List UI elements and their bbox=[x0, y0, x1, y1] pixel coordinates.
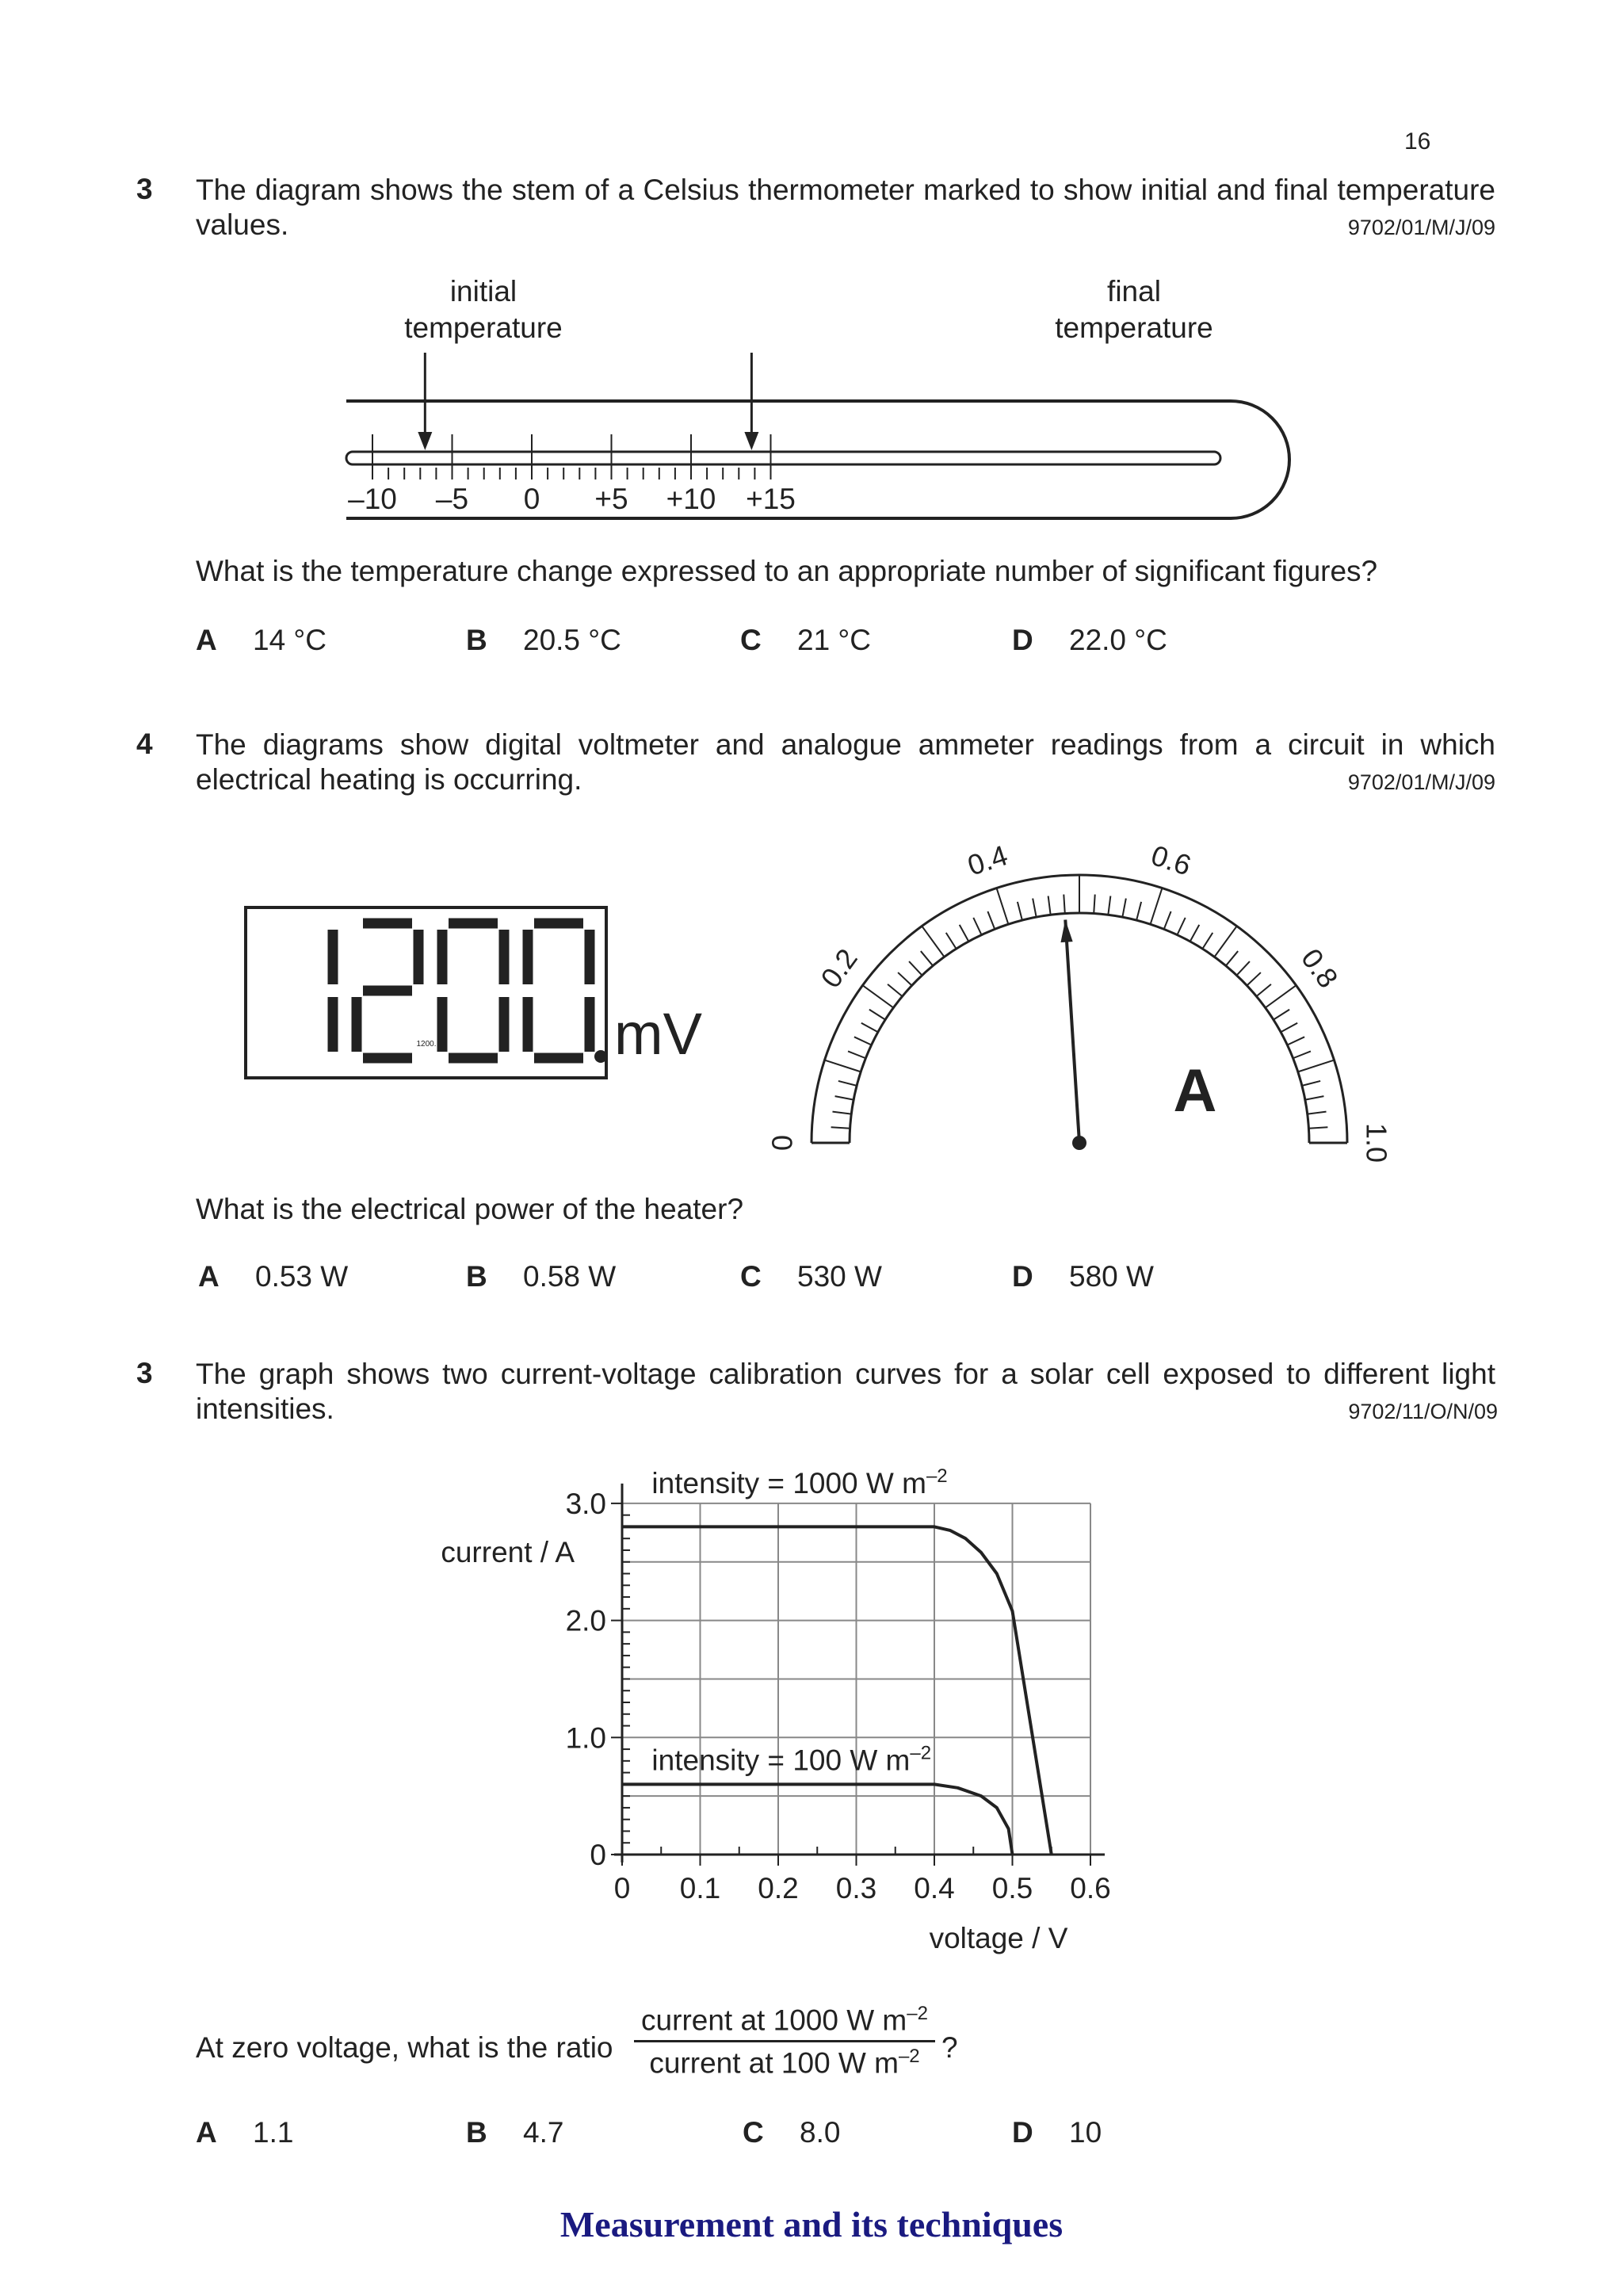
thermometer-scale-label: +10 bbox=[666, 483, 716, 515]
ammeter-tick bbox=[1214, 926, 1236, 957]
decimal-point bbox=[594, 1050, 607, 1063]
ammeter-tick bbox=[1151, 888, 1163, 925]
ammeter-tick bbox=[1177, 918, 1185, 935]
initial-temperature-label: initial temperature bbox=[404, 275, 563, 344]
ammeter-tick bbox=[1247, 972, 1260, 985]
ratio-question-lead: At zero voltage, what is the ratio bbox=[196, 2031, 613, 2064]
meters-diagram bbox=[0, 816, 1623, 1189]
series-label-1000: intensity = 1000 W $m^{-2}$ bbox=[651, 1465, 948, 1499]
seven-segment-digit bbox=[528, 923, 590, 1058]
ammeter-tick bbox=[960, 925, 969, 942]
ammeter-tick bbox=[946, 933, 957, 949]
ammeter-tick bbox=[854, 1037, 872, 1045]
ammeter-pivot bbox=[1072, 1136, 1086, 1150]
x-tick-label: 0.1 bbox=[679, 1872, 721, 1904]
ammeter-tick bbox=[838, 1081, 857, 1086]
ammeter-tick bbox=[1293, 1051, 1311, 1058]
question-prompt: What is the electrical power of the heater? bbox=[196, 1193, 744, 1225]
thermometer-scale-label: 0 bbox=[523, 483, 540, 515]
question-reference: 9702/11/O/N/09 bbox=[1348, 1400, 1498, 1423]
ammeter-scale-label: 1.0 bbox=[1360, 1122, 1393, 1163]
option-d[interactable]: D 580 W bbox=[1012, 1260, 1154, 1293]
x-tick-label: 0.3 bbox=[835, 1872, 877, 1904]
x-tick-label: 0.2 bbox=[758, 1872, 799, 1904]
page-footer-title: Measurement and its techniques bbox=[559, 2204, 1064, 2244]
ammeter-tick bbox=[973, 918, 981, 935]
option-c[interactable]: C 8.0 bbox=[743, 2116, 841, 2149]
ammeter-tick bbox=[1256, 984, 1270, 996]
ammeter-tick bbox=[1308, 1127, 1327, 1129]
y-tick-label: 2.0 bbox=[565, 1604, 606, 1637]
y-tick-label: 1.0 bbox=[565, 1721, 606, 1755]
ammeter-tick bbox=[1302, 1081, 1320, 1086]
option-d[interactable]: D 22.0 °C bbox=[1012, 624, 1167, 656]
ammeter-tick bbox=[869, 1010, 885, 1020]
ratio-question-mark: ? bbox=[941, 2031, 958, 2064]
option-b[interactable]: B 0.58 W bbox=[466, 1260, 617, 1293]
question-number: 3 bbox=[136, 173, 153, 205]
ammeter-tick bbox=[1202, 933, 1212, 949]
ammeter-tick bbox=[1226, 951, 1238, 965]
voltmeter-display bbox=[246, 907, 606, 1078]
voltmeter-reading: 1200. bbox=[416, 1040, 437, 1049]
ammeter-pointer bbox=[1060, 920, 1079, 1143]
ammeter-tick bbox=[1136, 902, 1141, 920]
final-temperature-label: final temperature bbox=[1055, 275, 1213, 344]
ammeter-tick bbox=[888, 984, 902, 996]
ammeter-tick bbox=[1094, 895, 1095, 914]
x-tick-label: 0.5 bbox=[991, 1872, 1033, 1904]
thermometer-scale-label: –5 bbox=[435, 483, 469, 515]
thermometer-capillary bbox=[346, 452, 1220, 464]
y-tick-label: 3.0 bbox=[565, 1487, 606, 1520]
y-axis-label: current / A bbox=[441, 1535, 575, 1568]
ammeter-tick bbox=[832, 1112, 851, 1114]
ammeter-tick bbox=[863, 985, 894, 1007]
option-a[interactable]: A 14 °C bbox=[196, 624, 327, 656]
ammeter-tick bbox=[1018, 902, 1022, 920]
voltmeter-unit: mV bbox=[614, 1001, 702, 1067]
ammeter-tick bbox=[1305, 1096, 1324, 1099]
option-c[interactable]: C 21 °C bbox=[740, 624, 871, 656]
ammeter-tick bbox=[1164, 911, 1171, 929]
series-label-100: intensity = 100 W $m^{-2}$ bbox=[651, 1742, 932, 1777]
option-a[interactable]: A 0.53 W bbox=[198, 1260, 349, 1293]
x-tick-label: 0.6 bbox=[1070, 1872, 1111, 1904]
question-reference: 9702/01/M/J/09 bbox=[1347, 216, 1495, 239]
ammeter-tick bbox=[1274, 1010, 1289, 1020]
ammeter-tick bbox=[997, 888, 1009, 925]
x-tick-label: 0.4 bbox=[914, 1872, 955, 1904]
ammeter-tick bbox=[909, 961, 922, 975]
ammeter-tick bbox=[835, 1096, 854, 1099]
ammeter-symbol: A bbox=[1173, 1057, 1217, 1125]
question-prompt: What is the temperature change expressed to an appropriate number of significant figures? bbox=[196, 555, 1378, 587]
page-number: 16 bbox=[1404, 128, 1431, 155]
thermometer-scale-label: +15 bbox=[746, 483, 796, 515]
ammeter-scale-label: 0.6 bbox=[1147, 839, 1196, 882]
ammeter-tick bbox=[1308, 1112, 1327, 1114]
question-number: 4 bbox=[136, 728, 153, 760]
option-b[interactable]: B 20.5 °C bbox=[466, 624, 621, 656]
ammeter-scale-label: 0.4 bbox=[963, 839, 1012, 882]
question-text: The diagrams show digital voltmeter and analogue ammeter readings from a circuit in which electrical heating is occurring. bbox=[196, 728, 1495, 796]
series-line-100 bbox=[622, 1784, 1013, 1855]
thermometer-scale-label: –10 bbox=[348, 483, 397, 515]
ammeter-tick bbox=[1266, 985, 1296, 1007]
option-a[interactable]: A 1.1 bbox=[196, 2116, 294, 2149]
ammeter-scale-label: 0 bbox=[766, 1134, 799, 1152]
question-text: The graph shows two current-voltage calibration curves for a solar cell exposed to different light intensities. bbox=[196, 1358, 1495, 1425]
ammeter-tick bbox=[861, 1023, 878, 1033]
ammeter-tick bbox=[1064, 895, 1065, 914]
ammeter-tick bbox=[987, 911, 995, 929]
ratio-fraction bbox=[634, 2003, 935, 2080]
question-text: The diagram shows the stem of a Celsius thermometer marked to show initial and final temperature values. bbox=[196, 174, 1495, 241]
ammeter-inner-arc bbox=[850, 913, 1309, 1143]
ratio-numerator: current at 1000 W $m^{-2}$ bbox=[641, 2003, 928, 2037]
ammeter-scale-label: 0.2 bbox=[814, 942, 864, 994]
voltmeter-digits bbox=[333, 923, 607, 1063]
seven-segment-digit bbox=[357, 923, 418, 1058]
ratio-denominator: current at 100 W $m^{-2}$ bbox=[649, 2046, 920, 2080]
series-line-1000 bbox=[622, 1526, 1052, 1855]
x-tick-label: 0 bbox=[613, 1872, 631, 1904]
question-number: 3 bbox=[136, 1357, 153, 1389]
option-b[interactable]: B 4.7 bbox=[466, 2116, 564, 2149]
question-reference: 9702/01/M/J/09 bbox=[1347, 770, 1495, 794]
ammeter-tick bbox=[1122, 899, 1125, 918]
thermometer-diagram bbox=[0, 0, 1623, 555]
ammeter-tick bbox=[1190, 925, 1200, 942]
ammeter-tick bbox=[1237, 961, 1250, 975]
thermometer-scale-label: +5 bbox=[594, 483, 628, 515]
x-axis-label: voltage / V bbox=[929, 1922, 1068, 1954]
ammeter-tick bbox=[1281, 1023, 1297, 1033]
ammeter-tick bbox=[921, 951, 933, 965]
ammeter-tick bbox=[1108, 896, 1110, 915]
iv-graph bbox=[0, 1450, 1623, 1966]
y-tick-label: 0 bbox=[590, 1839, 606, 1871]
ammeter-tick bbox=[825, 1060, 861, 1072]
thermometer-bulb bbox=[1231, 401, 1289, 518]
ammeter-dial bbox=[766, 839, 1393, 1163]
seven-segment-digit bbox=[442, 923, 504, 1058]
ammeter-tick bbox=[831, 1127, 850, 1129]
ammeter-tick bbox=[898, 972, 911, 985]
option-c[interactable]: C 530 W bbox=[740, 1260, 882, 1293]
ammeter-tick bbox=[1298, 1060, 1335, 1072]
ammeter-tick bbox=[1033, 899, 1036, 918]
option-d[interactable]: D 10 bbox=[1012, 2116, 1102, 2149]
ammeter-scale-label: 0.8 bbox=[1295, 942, 1345, 994]
ammeter-tick bbox=[922, 926, 944, 957]
ammeter-tick bbox=[848, 1051, 865, 1058]
ammeter-tick bbox=[1048, 896, 1051, 915]
ammeter-tick bbox=[1287, 1037, 1304, 1045]
